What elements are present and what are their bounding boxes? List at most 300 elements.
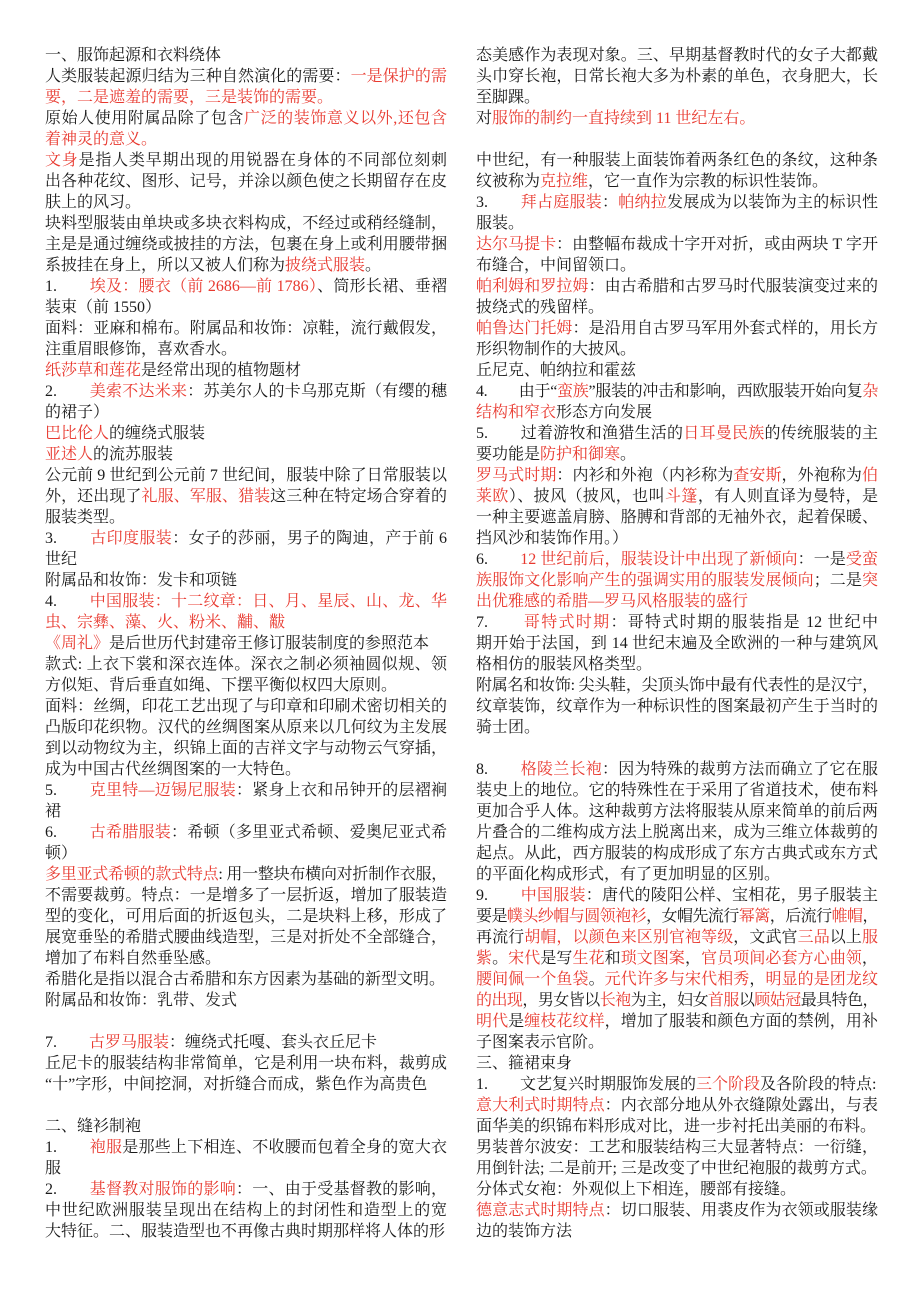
paragraph <box>476 1137 878 1179</box>
text-run: 。 <box>492 950 509 967</box>
blank-line <box>476 129 878 150</box>
text-run: 更加合乎人体。这种裁剪方法将服装从原来简单的前后两 <box>476 803 878 820</box>
highlighted-text-run: 首服 <box>707 992 739 1009</box>
paragraph <box>476 549 878 612</box>
highlighted-text-run: 古希腊服装 <box>89 824 171 841</box>
text-line <box>45 1074 447 1095</box>
text-run: ：因为特殊的裁剪方法而确立了它在服 <box>602 761 878 778</box>
text-run: ，文武官 <box>733 929 798 946</box>
highlighted-text-run: 琐文图案 <box>620 950 686 967</box>
text-run: 。 <box>588 971 605 988</box>
text-line <box>45 948 447 969</box>
highlighted-text-run: 广泛的装饰意义以外,还包含 <box>244 110 447 127</box>
text-line <box>45 1032 447 1053</box>
text-line <box>476 696 878 717</box>
text-run: : 用一整块布横向对折制作衣服， <box>218 866 447 883</box>
highlighted-text-run: 巴比伦人 <box>45 425 110 442</box>
highlighted-text-run: 幂篱 <box>738 908 770 925</box>
text-line <box>45 192 447 213</box>
highlighted-text-run: 中国服装：十二纹章：日、月、星辰、山、龙、华 <box>89 593 447 610</box>
text-run: 系披挂在身上，所以又被人们称为 <box>45 257 286 274</box>
paragraph <box>45 360 447 381</box>
highlighted-text-run: 古印度服装 <box>90 530 173 547</box>
text-run: 和 <box>604 950 621 967</box>
text-run: ：由古希腊和古罗马时代服装演变过来的 <box>588 278 878 295</box>
text-run: 装束（前 1550） <box>45 299 162 316</box>
text-run: 起点。从此，西方服装的构成形成了东方古典式或东方式 <box>476 845 878 862</box>
text-line <box>476 528 878 549</box>
highlighted-text-run: 查安斯 <box>733 467 782 484</box>
text-run: ：内衫和外袍（内衫称为 <box>556 467 734 484</box>
text-run: 发展成为以装饰为主的标识性 <box>666 194 878 211</box>
highlighted-text-run: 袍服 <box>89 1139 123 1156</box>
text-run: 挡风沙和装饰作用。） <box>476 530 629 547</box>
text-line <box>476 507 878 528</box>
text-line <box>45 45 447 66</box>
paragraph <box>45 570 447 591</box>
text-run: 分体式女袍：外观似上下相连，腰部有接缝。 <box>476 1181 797 1198</box>
highlighted-text-run: 基督教对服饰的影响 <box>89 1181 236 1198</box>
text-run: 丘尼卡的服装结构非常简单，它是利用一块布料，裁剪成 <box>45 1055 447 1072</box>
text-run: 是 <box>508 1013 525 1030</box>
text-run: ： <box>601 194 619 211</box>
text-run: ，它一直作为宗教的标识性装饰。 <box>588 173 829 190</box>
text-line <box>476 339 878 360</box>
paragraph <box>45 150 447 213</box>
highlighted-text-run: 罗马式时期 <box>476 467 557 484</box>
paragraph <box>476 675 878 738</box>
text-run: 块料型服装由单块或多块衣料构成，不经过或稍经缝制， <box>45 215 447 232</box>
text-run: 中世纪欧洲服装呈现出在结构上的封闭性和造型上的宽 <box>45 1202 447 1219</box>
highlighted-text-run: 德意志式时期特点 <box>476 1202 605 1219</box>
text-line <box>476 402 878 423</box>
paragraph <box>45 465 447 528</box>
paragraph <box>476 1200 878 1242</box>
paragraph <box>45 591 447 633</box>
text-line <box>45 633 447 654</box>
text-line <box>45 318 447 339</box>
text-run: 服装类型。 <box>45 509 126 526</box>
text-run: 这三种在特定场合穿着的 <box>270 488 447 505</box>
text-run: 要功能是 <box>476 446 541 463</box>
text-run: 公元前 9 世纪到公元前 7 世纪间，服装中除了日常服装以 <box>45 467 447 484</box>
paragraph <box>45 444 447 465</box>
highlighted-text-run: 文身 <box>45 152 79 169</box>
highlighted-text-run: 帷帽 <box>831 908 863 925</box>
text-run: 装史上的地位。它的特殊性在于采用了省道技术，使布料 <box>476 782 878 799</box>
text-run: 面料：丝绸，印花工艺出现了与印章和印刷术密切相关的 <box>45 698 447 715</box>
text-run: ，女帽先流行 <box>646 908 739 925</box>
highlighted-text-run: 三品 <box>797 929 830 946</box>
highlighted-text-run: 12 世纪前后，服装设计中出现了新倾向 <box>520 551 798 568</box>
highlighted-text-run: 明代 <box>476 1013 509 1030</box>
highlighted-text-run: 杂 <box>862 383 878 400</box>
text-line <box>476 885 878 906</box>
text-line <box>476 612 878 633</box>
text-run: 顿） <box>45 845 78 862</box>
text-run: ：缠绕式托嘎、套头衣丘尼卡 <box>169 1034 378 1051</box>
text-run: 中世纪，有一种服装上面装饰着两条红色的条纹，这种条 <box>476 152 878 169</box>
text-line <box>476 1158 878 1179</box>
highlighted-text-run: 突 <box>861 572 878 589</box>
paragraph <box>45 528 447 570</box>
highlighted-text-run: 族服饰文化影响产生的强调实用的服装发展倾向 <box>476 572 814 589</box>
text-line <box>476 549 878 570</box>
text-run: 对 <box>476 110 493 127</box>
highlighted-text-run: 腰间佩一个鱼袋 <box>476 971 589 988</box>
text-line <box>476 171 878 192</box>
highlighted-text-run: 达尔马提卡 <box>476 236 557 253</box>
paragraph <box>45 276 447 318</box>
paragraph <box>45 1095 447 1116</box>
text-run: 男装普尔波安：工艺和服装结构三大显著特点：一衍缝， <box>476 1139 878 1156</box>
highlighted-text-run: 官员项间必套方心曲领 <box>701 950 862 967</box>
highlighted-text-run: 帕鲁达门托姆 <box>476 320 573 337</box>
text-line <box>45 759 447 780</box>
text-run: 增加了布料自然垂坠感。 <box>45 950 222 967</box>
text-run: 格相仿的服装风格类型。 <box>476 656 653 673</box>
paragraph <box>45 423 447 444</box>
text-run: 骑士团。 <box>476 719 541 736</box>
text-run: 面华美的织锦布料形成对比，进一步衬托出美丽的布料。 <box>476 1118 877 1135</box>
text-run: 裙 <box>45 803 62 820</box>
text-run: 7. <box>45 1034 90 1051</box>
text-run: ，增加了服装和颜色方面的禁例，用补 <box>604 1013 878 1030</box>
text-run: 为主，妇女 <box>630 992 708 1009</box>
highlighted-text-run: 克里特—迈锡尼服装 <box>89 782 236 799</box>
highlighted-text-run: 斗篷 <box>665 488 698 505</box>
text-run: 成为中国古代丝绸图案的一大特色。 <box>45 761 302 778</box>
text-run: 主是是通过缠绕或披挂的方法，包裹在身上或利用腰带捆 <box>45 236 447 253</box>
text-line <box>45 402 447 423</box>
text-line <box>45 381 447 402</box>
text-line <box>45 738 447 759</box>
text-run: 服 <box>45 1160 62 1177</box>
text-line <box>45 444 447 465</box>
text-line <box>45 801 447 822</box>
text-run: 是指人类早期出现的用锐器在身体的不同部位刻刺 <box>78 152 447 169</box>
text-line <box>45 1179 447 1200</box>
text-line <box>45 549 447 570</box>
text-run: 原始人使用附属品除了包含 <box>45 110 244 127</box>
text-line <box>476 990 878 1011</box>
text-run: 6. <box>45 824 90 841</box>
text-line <box>45 1137 447 1158</box>
text-run: ， <box>685 950 702 967</box>
text-run: 是那些上下相连、不收腰而包着全身的宽大衣 <box>122 1139 447 1156</box>
paragraph <box>476 1074 878 1095</box>
paragraph <box>45 213 447 276</box>
text-run: 外，还出现了 <box>45 488 142 505</box>
text-run: 子图案表示官阶。 <box>476 1034 605 1051</box>
text-line <box>476 276 878 297</box>
paragraph <box>45 696 447 780</box>
text-run: 附属名和妆饰: 尖头鞋，尖顶头饰中最有代表性的是汉宁， <box>476 677 878 694</box>
text-run: ：内衣部分地从外衣缝隙处露出，与表 <box>604 1097 878 1114</box>
text-run: 展宽垂坠的希腊式腰曲线造型，三是对折处不全部缝合， <box>45 929 447 946</box>
highlighted-text-run: 出优雅感的希腊—罗马风格服装的盛行 <box>476 593 749 610</box>
text-line <box>476 675 878 696</box>
text-line <box>45 129 447 150</box>
text-line <box>45 297 447 318</box>
text-line <box>476 1116 878 1137</box>
text-line <box>45 885 447 906</box>
text-run: ：紧身上衣和吊钟开的层褶裥 <box>235 782 447 799</box>
paragraph <box>45 654 447 696</box>
text-run: 1. <box>45 1139 90 1156</box>
text-run: 头巾穿长袍，日常长袍大多为朴素的单色，衣身肥大，长 <box>476 68 878 85</box>
paragraph <box>476 381 878 423</box>
highlighted-text-run: 防护和御寒 <box>540 446 621 463</box>
paragraph <box>476 612 878 675</box>
highlighted-text-run: 胡帽，以颜色来区别官袍等级 <box>524 929 734 946</box>
text-line <box>476 192 878 213</box>
text-line <box>476 45 878 66</box>
paragraph <box>476 108 878 129</box>
text-line <box>45 528 447 549</box>
highlighted-text-run: 要，二是遮羞的需要，三是装饰的需要。 <box>45 89 334 106</box>
text-line <box>476 717 878 738</box>
text-line <box>476 360 878 381</box>
paragraph <box>45 1053 447 1095</box>
text-line <box>45 1116 447 1137</box>
text-line <box>45 87 447 108</box>
paragraph <box>45 1011 447 1032</box>
highlighted-text-run: 中国服装 <box>520 887 586 904</box>
text-run: 布缝合，中间留领口。 <box>476 257 637 274</box>
paragraph <box>476 45 878 108</box>
paragraph <box>45 318 447 360</box>
text-line <box>45 822 447 843</box>
highlighted-text-run: 意大利式时期特点 <box>476 1097 605 1114</box>
text-line <box>476 780 878 801</box>
text-run: ，男女皆以 <box>522 992 600 1009</box>
text-line <box>45 255 447 276</box>
text-run: 最具特色， <box>800 992 878 1009</box>
paragraph <box>476 738 878 759</box>
text-line <box>45 906 447 927</box>
text-run: 以上 <box>829 929 862 946</box>
paragraph <box>45 66 447 108</box>
highlighted-text-run: 多里亚式希顿的款式特点 <box>45 866 219 883</box>
text-line <box>476 255 878 276</box>
paragraph <box>45 969 447 990</box>
highlighted-text-run: 克拉维 <box>540 173 589 190</box>
text-line <box>476 570 878 591</box>
text-line <box>476 591 878 612</box>
paragraph <box>45 1116 447 1137</box>
paragraph <box>476 1095 878 1137</box>
paragraph <box>476 150 878 192</box>
text-line <box>45 654 447 675</box>
text-line <box>476 318 878 339</box>
text-line <box>45 66 447 87</box>
text-run: 二、缝衫制袍 <box>45 1118 142 1135</box>
highlighted-text-run: 虫、宗彝、藻、火、粉米、黼、黻 <box>45 614 286 631</box>
text-run: 4. <box>45 593 90 610</box>
text-line <box>476 423 878 444</box>
blank-line <box>45 1095 447 1116</box>
text-line <box>45 717 447 738</box>
text-line <box>45 927 447 948</box>
text-run: ：一是 <box>797 551 846 568</box>
text-line <box>476 1074 878 1095</box>
text-run: 的缠绕式服装 <box>109 425 206 442</box>
text-line <box>45 150 447 171</box>
text-line <box>476 801 878 822</box>
blank-line <box>476 738 878 759</box>
text-run: 世纪 <box>45 551 78 568</box>
highlighted-text-run: 拜占庭服装 <box>520 194 602 211</box>
text-line <box>476 444 878 465</box>
paragraph <box>476 129 878 150</box>
highlighted-text-run: 生花 <box>572 950 605 967</box>
paragraph <box>45 1032 447 1053</box>
text-run: 。 <box>620 446 637 463</box>
text-line <box>45 591 447 612</box>
text-run: 态美感作为表现对象。三、早期基督教时代的女子大都戴 <box>476 47 878 64</box>
text-line <box>45 864 447 885</box>
text-run: 不需要裁剪。特点：一是增多了一层折返，增加了服装造 <box>45 887 447 904</box>
text-run: ， <box>749 971 766 988</box>
highlighted-text-run: 披绕式服装 <box>285 257 366 274</box>
text-line <box>45 360 447 381</box>
text-line <box>476 465 878 486</box>
text-run: 是后世历代封建帝王修订服装制度的参照范本 <box>109 635 430 652</box>
paragraph <box>476 465 878 549</box>
text-line <box>45 969 447 990</box>
text-line <box>45 675 447 696</box>
text-run: 用倒针法; 二是前开; 三是改变了中世纪袍服的裁剪方式。 <box>476 1160 877 1177</box>
text-run: “十”字形，中间挖洞，对折缝合而成，紫色作为高贵色 <box>45 1076 428 1093</box>
text-line <box>476 969 878 990</box>
text-run: 及各阶段的特点: <box>760 1076 877 1093</box>
text-run: 3. <box>476 194 521 211</box>
text-line <box>45 507 447 528</box>
text-run: 注重眉眼修饰，喜欢香水。 <box>45 341 238 358</box>
text-run: 4. 由于“ <box>476 383 557 400</box>
text-line <box>476 66 878 87</box>
text-line <box>476 1053 878 1074</box>
paragraph <box>476 885 878 1053</box>
highlighted-text-run: 埃及：腰衣（前 2686—前 1786） <box>89 278 318 295</box>
text-run: 出各种花纹、图形、记号，并涂以颜色使之长期留存在皮 <box>45 173 447 190</box>
text-run: ， <box>861 950 878 967</box>
text-line <box>45 612 447 633</box>
highlighted-text-run: 服饰的制约一直持续到 11 世纪左右。 <box>492 110 756 127</box>
text-run: ）、披风（披风，也叫 <box>508 488 665 505</box>
text-run: 6. <box>476 551 521 568</box>
text-line <box>45 843 447 864</box>
text-line <box>45 1158 447 1179</box>
text-line <box>45 339 447 360</box>
text-line <box>476 948 878 969</box>
text-line <box>45 1221 447 1242</box>
paragraph <box>476 423 878 465</box>
text-line <box>476 759 878 780</box>
text-line <box>45 1053 447 1074</box>
text-run: 希腊化是指以混合古希腊和东方因素为基础的新型文明。 <box>45 971 446 988</box>
paragraph <box>476 759 878 885</box>
highlighted-text-run: 《周礼》 <box>45 635 110 652</box>
text-run: 附属品和妆饰：发卡和项链 <box>45 572 238 589</box>
text-line <box>45 990 447 1011</box>
text-run: 纹被称为 <box>476 173 541 190</box>
text-run: ：唐代的陵阳公样、宝相花，男子服装主 <box>585 887 878 904</box>
highlighted-text-run: 美索不达米来 <box>89 383 188 400</box>
paragraph <box>45 1137 447 1179</box>
paragraph <box>45 381 447 423</box>
highlighted-text-run: 幞头纱帽与圆领袍衫 <box>506 908 647 925</box>
paragraph <box>476 1179 878 1200</box>
text-run: ：切口服装、用裘皮作为衣领或服装缘 <box>604 1202 878 1219</box>
text-run: 要是 <box>476 908 507 925</box>
text-line <box>476 633 878 654</box>
highlighted-text-run: 一是保护的需 <box>350 68 447 85</box>
text-line <box>45 696 447 717</box>
text-run: ：希顿（多里亚式希顿、爱奥尼亚式希 <box>171 824 447 841</box>
text-run: 1. <box>45 278 90 295</box>
highlighted-text-run: 三个阶段 <box>696 1076 761 1093</box>
paragraph <box>476 192 878 234</box>
text-run: 2. <box>45 1181 90 1198</box>
text-line <box>476 297 878 318</box>
text-line <box>476 108 878 129</box>
highlighted-text-run: 古罗马服装 <box>89 1034 170 1051</box>
text-run: ：一、由于受基督教的影响， <box>235 1181 447 1198</box>
text-run: 方似矩、背后垂直如绳、下摆平衡似权四大原则。 <box>45 677 398 694</box>
text-line <box>476 234 878 255</box>
highlighted-text-run: 莱欧 <box>476 488 509 505</box>
text-run: 是写 <box>540 950 573 967</box>
paragraph <box>476 1053 878 1074</box>
text-run: 的平面化构成形式，有了更加明显的区别。 <box>476 866 781 883</box>
paragraph <box>45 633 447 654</box>
highlighted-text-run: 礼服、军服、猎装 <box>141 488 271 505</box>
text-run: 一种主要遮盖肩膀、胳膊和背部的无袖外衣，起着保暖、 <box>476 509 878 526</box>
highlighted-text-run: 帕利姆和罗拉姆 <box>476 278 589 295</box>
paragraph <box>45 1179 447 1242</box>
text-run: 以 <box>738 992 755 1009</box>
text-run: 三、箍裙束身 <box>476 1055 573 1072</box>
text-run: 面料：亚麻和棉布。附属品和妆饰：凉鞋，流行戴假发， <box>45 320 447 337</box>
highlighted-text-run: 结构和窄衣 <box>476 404 557 421</box>
text-line <box>476 927 878 948</box>
text-line <box>476 822 878 843</box>
text-line <box>476 150 878 171</box>
highlighted-text-run: 亚述人 <box>45 446 94 463</box>
text-run: 人类服装起源归结为三种自然演化的需要： <box>45 68 351 85</box>
highlighted-text-run: 日耳曼民族 <box>683 425 765 442</box>
text-run: ， <box>862 908 878 925</box>
highlighted-text-run: 长袍 <box>599 992 631 1009</box>
text-line <box>476 87 878 108</box>
paragraph <box>476 318 878 360</box>
text-run: ；二是 <box>813 572 862 589</box>
text-line <box>476 1179 878 1200</box>
text-run: 5. <box>45 782 90 799</box>
text-run: ”服装的冲击和影响，西欧服装开始向复 <box>588 383 863 400</box>
right-column <box>476 45 878 1242</box>
highlighted-text-run: 受蛮 <box>845 551 878 568</box>
paragraph <box>45 45 447 66</box>
text-run: 的裙子） <box>45 404 110 421</box>
highlighted-text-run: 缠枝花纹样 <box>524 1013 605 1030</box>
text-run: 一、服饰起源和衣料绕体 <box>45 47 222 64</box>
paragraph <box>45 990 447 1011</box>
highlighted-text-run: 紫 <box>476 950 493 967</box>
text-run: ，后流行 <box>769 908 832 925</box>
